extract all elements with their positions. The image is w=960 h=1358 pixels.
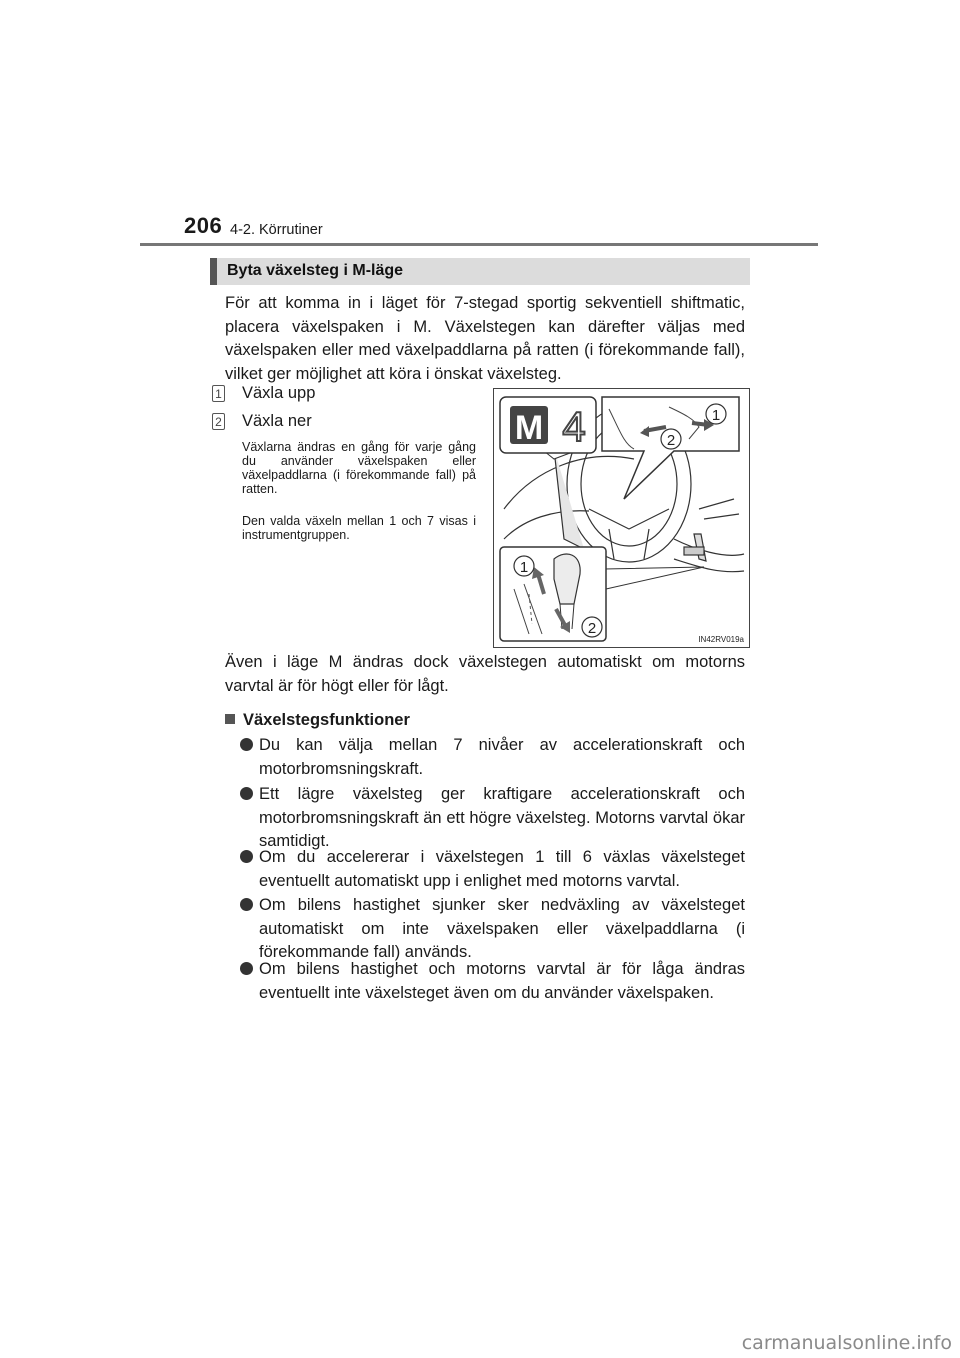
subsection-title: Växelstegsfunktioner — [243, 711, 410, 729]
step-number-1: 1 — [212, 385, 225, 402]
step-number-2: 2 — [212, 413, 225, 430]
bullet-dot-icon — [240, 898, 253, 911]
watermark: carmanualsonline.info — [741, 1332, 952, 1354]
section-heading: Byta växelsteg i M-läge — [227, 262, 404, 279]
shift-illustration — [493, 388, 750, 648]
bullet-text: Om bilens hastighet sjunker sker nedväxling av växelsteget automatiskt om inte växelspaken eller växelpaddlarna (i förekommande fall) används. — [259, 896, 745, 961]
callout-paddle-up: 1 — [711, 407, 721, 424]
header-rule — [140, 243, 818, 246]
heading-accent — [210, 258, 217, 285]
callout-lever-down: 2 — [587, 620, 597, 637]
intro-paragraph: För att komma in i läget för 7-stegad sportig sekventiell shiftmatic, placera växelspaken i M. Växelstegen kan därefter väljas med växelspaken eller med växelpaddlarna på ratten (i förekommande fall), vilket ger möjlighet att köra i önskat växelsteg. — [225, 294, 745, 383]
step-2 — [212, 412, 472, 434]
note-gear-change: Växlarna ändras en gång för varje gång du använder växelspaken eller växelpaddlarna (i förekommande fall) på ratten. — [242, 440, 476, 496]
shift-lever-inset — [500, 547, 704, 641]
step-text-2: Växla ner — [242, 412, 312, 430]
step-text-1: Växla upp — [242, 384, 316, 402]
square-bullet-icon — [225, 714, 235, 724]
section-title: 4-2. Körrutiner — [230, 222, 323, 238]
bullet-text: Ett lägre växelsteg ger kraftigare accelerationskraft och motorbromsningskraft än ett högre växelsteg. Motorns varvtal ökar samtidigt. — [259, 785, 745, 850]
shift-illustration-drawing — [494, 389, 749, 647]
display-mode: M — [514, 409, 544, 447]
gear-display-inset — [500, 397, 596, 459]
section-heading-bar — [210, 258, 750, 285]
display-gear: 4 — [562, 403, 586, 450]
subsection-heading — [225, 711, 410, 730]
callout-paddle-down: 2 — [666, 432, 676, 449]
figure-code: IN42RV019a — [698, 635, 744, 644]
bullet-dot-icon — [240, 787, 253, 800]
callout-lever-up: 1 — [519, 559, 529, 576]
paddle-inset — [602, 397, 739, 499]
bullet-dot-icon — [240, 738, 253, 751]
bullet-text: Om du accelererar i växelstegen 1 till 6 växlas växelsteget eventuellt automatiskt upp i enlighet med motorns varvtal. — [259, 848, 745, 890]
automatic-shift-paragraph: Även i läge M ändras dock växelstegen automatiskt om motorns varvtal är för högt eller för lågt. — [225, 653, 745, 695]
step-1 — [212, 384, 472, 406]
note-gear-display: Den valda växeln mellan 1 och 7 visas i instrumentgruppen. — [242, 514, 476, 542]
bullet-text: Om bilens hastighet och motorns varvtal är för låga ändras eventuellt inte växelsteget även om du använder växelspaken. — [259, 960, 745, 1002]
bullet-dot-icon — [240, 962, 253, 975]
bullet-text: Du kan välja mellan 7 nivåer av accelerationskraft och motorbromsningskraft. — [259, 736, 745, 778]
bullet-dot-icon — [240, 850, 253, 863]
page-number: 206 — [184, 213, 223, 238]
